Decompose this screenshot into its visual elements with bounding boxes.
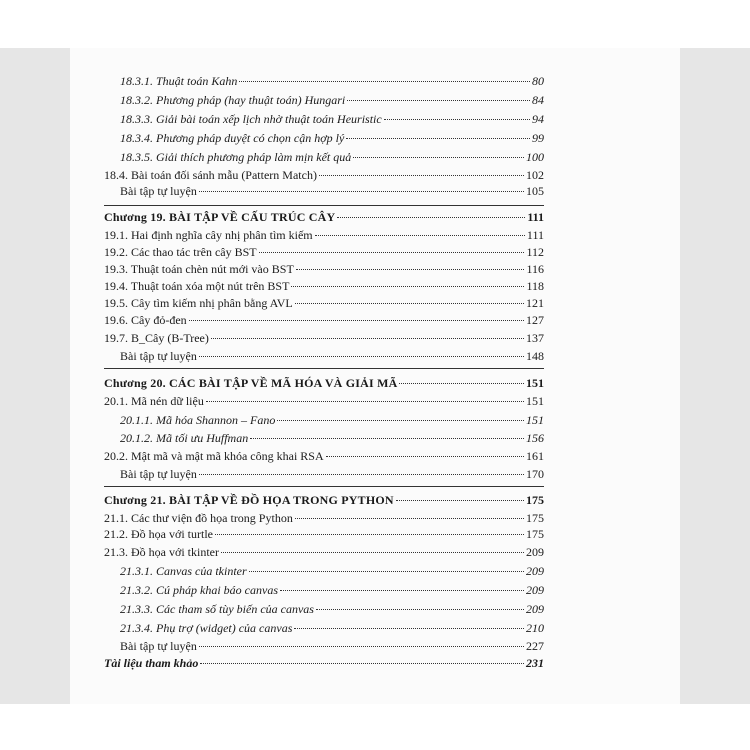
toc-entry-title: Chương 19. BÀI TẬP VỀ CẤU TRÚC CÂY [104, 210, 336, 224]
toc-row [104, 493, 544, 507]
toc-page-number: 156 [526, 431, 544, 445]
toc-entry-title: 19.1. Hai định nghĩa cây nhị phân tìm kiếm [104, 228, 313, 242]
dot-leader [277, 420, 524, 421]
toc-page-number: 127 [526, 313, 544, 327]
toc-row [120, 602, 544, 616]
toc-entry-title: 20.2. Mật mã và mật mã khóa công khai RSA [104, 449, 324, 463]
toc-row [104, 527, 544, 541]
dot-leader [189, 320, 524, 321]
dot-leader [259, 252, 525, 253]
toc-entry-title: 18.3.5. Giải thích phương pháp làm mịn kết quả [120, 150, 352, 164]
toc-row [104, 394, 544, 408]
toc-page-number: 210 [526, 621, 544, 635]
book-page [70, 48, 680, 704]
dot-leader [396, 500, 524, 501]
dot-leader [249, 571, 524, 572]
toc-entry-title: 18.3.4. Phương pháp duyệt có chọn cận hợp lý [120, 131, 345, 145]
toc-row [120, 413, 544, 427]
toc-row [120, 74, 544, 88]
toc-row [104, 313, 544, 327]
toc-row [104, 511, 544, 525]
toc-page-number: 118 [526, 279, 544, 293]
toc-entry-title: 20.1. Mã nén dữ liệu [104, 394, 204, 408]
toc-page-number: 209 [526, 602, 544, 616]
toc-row [104, 168, 544, 182]
toc-row [104, 376, 544, 390]
toc-page-number: 231 [526, 656, 544, 670]
toc-page-number: 84 [532, 93, 544, 107]
toc-page-number: 170 [526, 467, 544, 481]
toc-entry-title: Tài liệu tham khảo [104, 656, 199, 670]
toc-page-number: 209 [526, 564, 544, 578]
toc-page-number: 151 [526, 376, 544, 390]
toc-page-number: 116 [526, 262, 544, 276]
table-of-contents [70, 48, 680, 704]
dot-leader [200, 663, 524, 664]
dot-leader [294, 628, 524, 629]
toc-row [104, 656, 544, 670]
chapter-divider-line [104, 486, 544, 487]
toc-row [104, 228, 544, 242]
dot-leader [199, 191, 524, 192]
toc-page-number: 105 [526, 184, 544, 198]
toc-row [120, 112, 544, 126]
toc-row [120, 583, 544, 597]
toc-page-number: 121 [526, 296, 544, 310]
toc-entry-title: 21.1. Các thư viện đồ họa trong Python [104, 511, 293, 525]
toc-entry-title: 19.6. Cây đỏ-đen [104, 313, 187, 327]
toc-entry-title: 19.7. B_Cây (B-Tree) [104, 331, 209, 345]
toc-entry-title: 21.3.2. Cú pháp khai báo canvas [120, 583, 278, 597]
toc-row [120, 184, 544, 198]
toc-page-number: 112 [526, 245, 544, 259]
toc-page-number: 175 [526, 527, 544, 541]
dot-leader [206, 401, 524, 402]
dot-leader [346, 138, 530, 139]
toc-row [120, 621, 544, 635]
dot-leader [326, 456, 524, 457]
dot-leader [399, 383, 524, 384]
toc-page-number: 148 [526, 349, 544, 363]
dot-leader [199, 356, 524, 357]
dot-leader [239, 81, 530, 82]
toc-page-number: 209 [526, 545, 544, 559]
toc-entry-title: 18.4. Bài toán đối sánh mẫu (Pattern Match) [104, 168, 317, 182]
toc-page-number: 94 [532, 112, 544, 126]
dot-leader [295, 303, 524, 304]
toc-entry-title: 18.3.3. Giải bài toán xếp lịch nhờ thuật toán Heuristic [120, 112, 382, 126]
dot-leader [215, 534, 524, 535]
dot-leader [280, 590, 524, 591]
toc-entry-title: 19.3. Thuật toán chèn nút mới vào BST [104, 262, 294, 276]
dot-leader [211, 338, 524, 339]
left-margin-strip [0, 48, 70, 704]
toc-page-number: 99 [532, 131, 544, 145]
dot-leader [347, 100, 530, 101]
toc-entry-title: Bài tập tự luyện [120, 639, 197, 653]
toc-entry-title: 19.5. Cây tìm kiếm nhị phân bằng AVL [104, 296, 293, 310]
toc-entry-title: Bài tập tự luyện [120, 349, 197, 363]
dot-leader [199, 646, 524, 647]
toc-row [120, 564, 544, 578]
toc-entry-title: 20.1.1. Mã hóa Shannon – Fano [120, 413, 276, 427]
toc-entry-title: Bài tập tự luyện [120, 467, 197, 481]
toc-page-number: 80 [532, 74, 544, 88]
toc-entry-title: Chương 20. CÁC BÀI TẬP VỀ MÃ HÓA VÀ GIẢI MÃ [104, 376, 398, 390]
dot-leader [250, 438, 524, 439]
toc-page-number: 227 [526, 639, 544, 653]
toc-page-number: 100 [526, 150, 544, 164]
toc-row [104, 545, 544, 559]
toc-entry-title: 21.2. Đồ họa với turtle [104, 527, 213, 541]
right-margin-strip [680, 48, 750, 704]
toc-entry-title: Bài tập tự luyện [120, 184, 197, 198]
dot-leader [291, 286, 524, 287]
toc-entry-title: 21.3.1. Canvas của tkinter [120, 564, 247, 578]
toc-row [104, 449, 544, 463]
toc-page-number: 111 [527, 210, 544, 224]
dot-leader [384, 119, 530, 120]
toc-row [120, 639, 544, 653]
toc-page-number: 175 [526, 493, 544, 507]
toc-row [104, 279, 544, 293]
toc-entry-title: 21.3.4. Phụ trợ (widget) của canvas [120, 621, 293, 635]
toc-entry-title: Chương 21. BÀI TẬP VỀ ĐỒ HỌA TRONG PYTHON [104, 493, 394, 507]
dot-leader [316, 609, 524, 610]
toc-entry-title: 18.3.2. Phương pháp (hay thuật toán) Hungari [120, 93, 346, 107]
toc-row [120, 93, 544, 107]
toc-entry-title: 21.3.3. Các tham số tùy biến của canvas [120, 602, 314, 616]
toc-row [120, 467, 544, 481]
dot-leader [315, 235, 525, 236]
chapter-divider-line [104, 368, 544, 369]
dot-leader [295, 518, 524, 519]
toc-row [120, 131, 544, 145]
toc-page-number: 137 [526, 331, 544, 345]
toc-page-number: 151 [526, 413, 544, 427]
toc-row [120, 431, 544, 445]
toc-page-number: 151 [526, 394, 544, 408]
toc-row [104, 210, 544, 224]
dot-leader [221, 552, 524, 553]
chapter-divider-line [104, 205, 544, 206]
dot-leader [296, 269, 525, 270]
toc-entry-title: 19.4. Thuật toán xóa một nút trên BST [104, 279, 290, 293]
toc-entry-title: 21.3. Đồ họa với tkinter [104, 545, 219, 559]
toc-entry-title: 20.1.2. Mã tối ưu Huffman [120, 431, 249, 445]
toc-page-number: 209 [526, 583, 544, 597]
toc-page-number: 175 [526, 511, 544, 525]
toc-row [104, 296, 544, 310]
toc-row [104, 262, 544, 276]
toc-row [104, 245, 544, 259]
dot-leader [353, 157, 524, 158]
toc-row [120, 150, 544, 164]
toc-page-number: 161 [526, 449, 544, 463]
dot-leader [337, 217, 525, 218]
toc-entry-title: 19.2. Các thao tác trên cây BST [104, 245, 257, 259]
toc-entry-title: 18.3.1. Thuật toán Kahn [120, 74, 238, 88]
toc-page-number: 111 [526, 228, 544, 242]
toc-row [120, 349, 544, 363]
toc-page-number: 102 [526, 168, 544, 182]
toc-row [104, 331, 544, 345]
dot-leader [199, 474, 524, 475]
dot-leader [319, 175, 524, 176]
